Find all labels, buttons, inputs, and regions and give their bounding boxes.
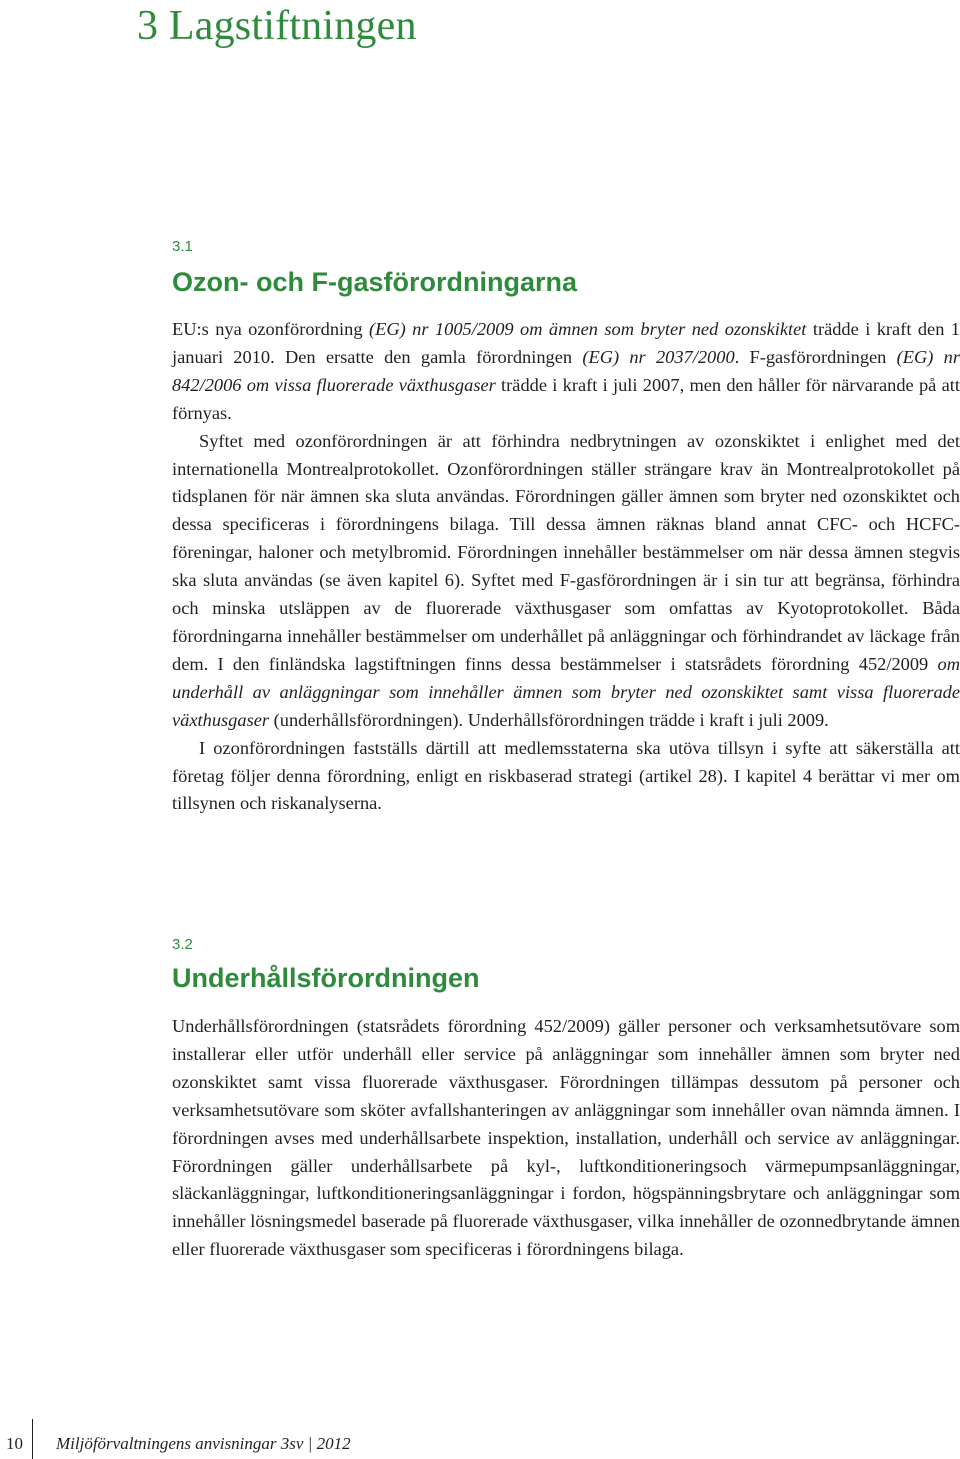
italic-text-run: (EG) nr 2037/2000 [582, 346, 735, 367]
text-run: trädde i kraft den 1 januari 2010. Den ersatte den gamla förordningen [172, 319, 960, 367]
text-run: trädde i kraft i juli 2007, men den håller för närvarande på att förnyas. [172, 374, 960, 423]
section-body [172, 1013, 960, 1264]
text-run: Underhållsförordningen (statsrådets förordning 452/2009) gäller personer och verksamhetsutövare som installerar eller utför underhåll eller service på anläggningar som innehåller ämnen som bryter ned ozonskiktet samt vissa fluorerade växthusgaser. Förordningen tillämpas dessutom på personer och verksamhetsutövare som sköter avfallshanteringen av anläggningar som innehåller ovan nämnda ämnen. I förordningen avses med underhållsarbete inspektion, installation, underhåll och service av anläggningar. Förordningen gäller underhållsarbete på kyl-, luftkonditioneringsoch värmepumpsanläggningar, släckanläggningar, luftkonditioneringsanläggningar i fordon, högspänningsbrytare och anläggningar som innehåller lösningsmedel baserade på fluorerade växthusgaser, vilka innehåller de ozonnedbrytande ämnen eller fluorerade växthusgaser som specificeras i förordningens bilaga. [172, 1016, 960, 1260]
text-run: . F-gasförordningen [734, 346, 897, 367]
italic-text-run: om underhåll av anläggningar som innehåller ämnen som bryter ned ozonskiktet samt vissa fluorerade växthusgaser [172, 653, 960, 730]
section-number: 3.1 [172, 238, 193, 255]
text-run: I ozonförordningen fastställs därtill att medlemsstaterna ska utöva tillsyn i syfte att säkerställa att företag följer denna förordning, enligt en riskbaserad strategi (artikel 28). I kapitel 4 berättar vi mer om tillsynen och riskanalyserna. [172, 737, 960, 814]
section-title: Ozon- och F-gasförordningarna [172, 267, 577, 297]
text-run: Syftet med ozonförordningen är att förhindra nedbrytningen av ozonskiktet i enlighet med det internationella Montrealprotokollet. Ozonförordningen ställer strängare krav än Montrealprotokollet på tidsplanen för när ämnen ska sluta användas. Förordningen gäller ämnen som bryter ned ozonskiktet och dessa specificeras i förordningens bilaga. Till dessa ämnen räknas bland annat CFC- och HCFC-föreningar, haloner och metylbromid. Förordningen innehåller bestämmelser om när dessa ämnen stegvis ska sluta användas (se även kapitel 6). Syftet med F-gasförordningen är i sin tur att begränsa, förhindra och minska utsläppen av de fluorerade växthusgaser som omfattas av Kyotoprotokollet. Båda förordningarna innehåller bestämmelser om underhållet på anläggningar och förhindrandet av läckage från dem. I den finländska lagstiftningen finns dessa bestämmelser i statsrådets förordning 452/2009 [172, 430, 960, 674]
italic-text-run: (EG) nr 842/2006 om vissa fluorerade växthusgaser [172, 346, 960, 395]
section-number: 3.2 [172, 936, 193, 953]
footer-divider [32, 1419, 33, 1459]
text-run: EU:s nya ozonförordning [172, 319, 369, 339]
italic-text-run: (EG) nr 1005/2009 om ämnen som bryter ned ozonskiktet [368, 319, 807, 339]
paragraph [172, 428, 960, 735]
page-number: 10 [6, 1434, 23, 1453]
text-run: (underhållsförordningen). Underhållsförordningen trädde i kraft i juli 2009. [269, 709, 829, 730]
chapter-title: 3 Lagstiftningen [137, 3, 417, 49]
section-title: Underhållsförordningen [172, 963, 480, 993]
publication-info: Miljöförvaltningens anvisningar 3sv | 2012 [56, 1434, 351, 1453]
paragraph [172, 735, 960, 819]
paragraph [172, 316, 960, 428]
paragraph [172, 1013, 960, 1264]
section-body [172, 316, 960, 818]
